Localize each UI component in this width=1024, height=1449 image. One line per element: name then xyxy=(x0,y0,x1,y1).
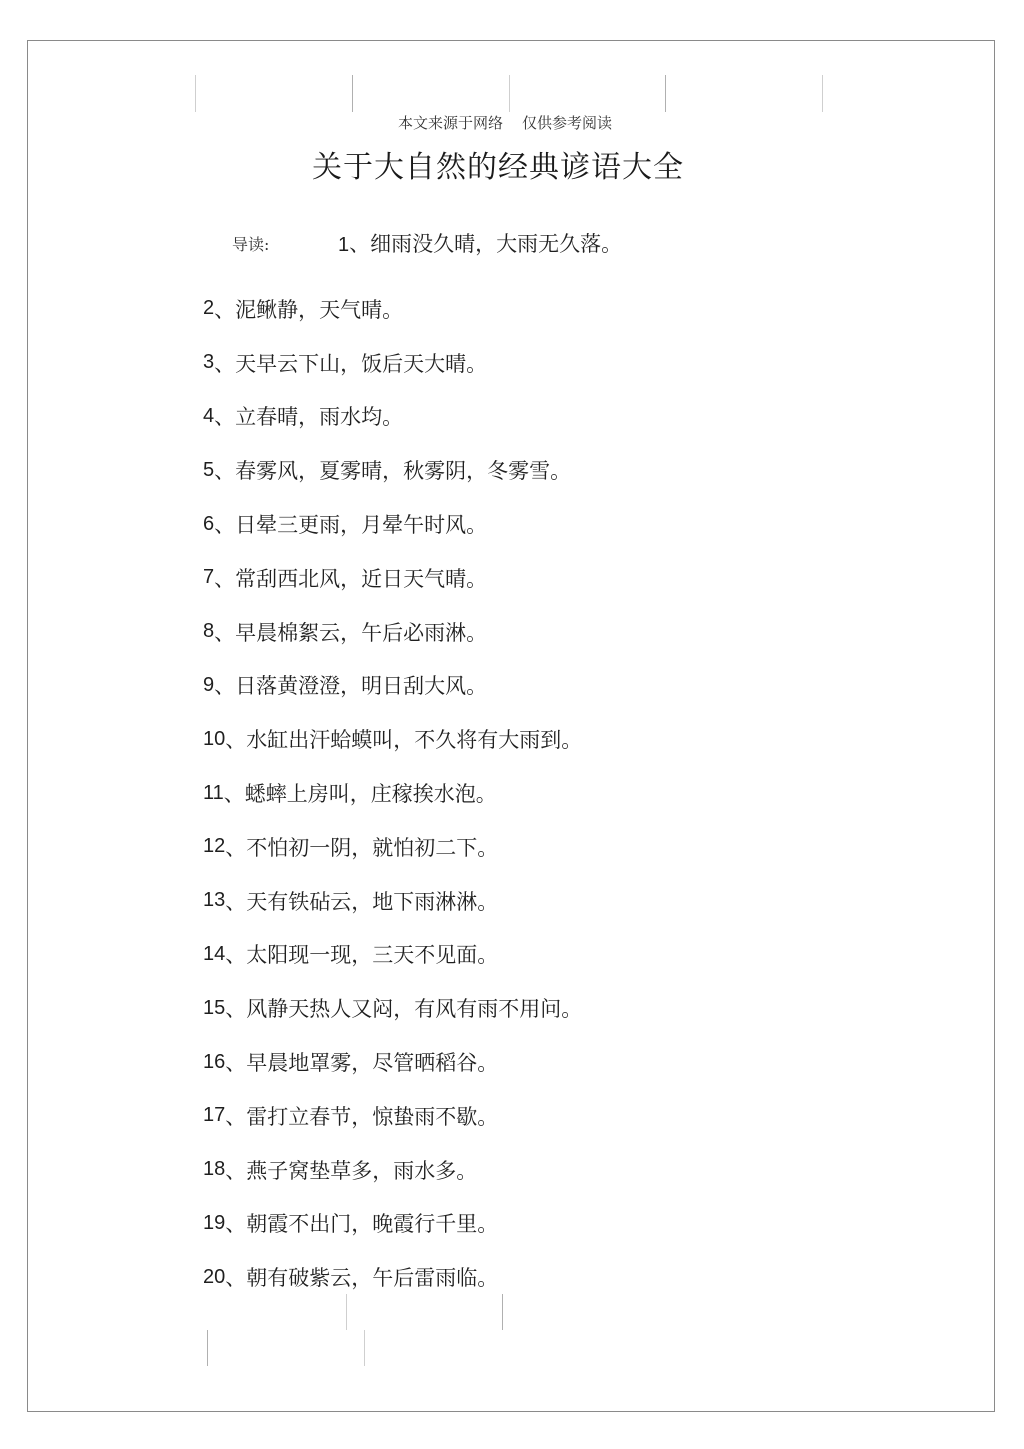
proverb-number: 9 xyxy=(203,673,215,696)
proverb-item xyxy=(203,928,582,982)
proverb-item xyxy=(338,228,622,258)
proverb-item xyxy=(203,712,582,766)
page-title: 关于大自然的经典谚语大全 xyxy=(312,150,684,185)
proverb-item xyxy=(203,766,582,820)
proverb-item xyxy=(203,1035,582,1089)
intro-row xyxy=(232,228,622,258)
proverb-item xyxy=(203,605,582,659)
proverb-item xyxy=(203,1197,582,1251)
proverb-item xyxy=(203,1143,582,1197)
proverb-text: 、风静天热人又闷，有风有雨不用问。 xyxy=(225,997,583,1022)
proverb-text: 、日晕三更雨，月晕午时风。 xyxy=(214,513,488,538)
proverb-number: 2 xyxy=(203,297,215,320)
proverb-text: 、朝霞不出门，晚霞行千里。 xyxy=(225,1212,499,1237)
proverb-number: 13 xyxy=(203,889,226,912)
proverb-item xyxy=(203,1250,582,1304)
proverb-list xyxy=(203,282,582,1304)
proverb-text: 、常刮西北风，近日天气晴。 xyxy=(214,566,488,591)
proverb-number: 17 xyxy=(203,1104,226,1127)
proverb-text: 、蟋蟀上房叫，庄稼挨水泡。 xyxy=(223,782,497,807)
proverb-text: 、不怕初一阴，就怕初二下。 xyxy=(225,835,499,860)
proverb-text: 、细雨没久晴，大雨无久落。 xyxy=(349,232,623,256)
proverb-item xyxy=(203,390,582,444)
proverb-text: 、朝有破紫云，午后雷雨临。 xyxy=(225,1266,499,1291)
guide-line xyxy=(822,75,823,112)
proverb-item xyxy=(203,497,582,551)
proverb-item xyxy=(203,551,582,605)
guide-line xyxy=(352,75,353,112)
proverb-number: 19 xyxy=(203,1211,226,1234)
proverb-text: 、立春晴，雨水均。 xyxy=(214,405,404,430)
proverb-number: 8 xyxy=(203,620,215,643)
proverb-number: 7 xyxy=(203,566,215,589)
proverb-item xyxy=(203,336,582,390)
source-note: 本文来源于网络 仅供参考阅读 xyxy=(397,114,613,132)
proverb-text: 、太阳现一现，三天不见面。 xyxy=(225,943,499,968)
proverb-item xyxy=(203,874,582,928)
proverb-number: 16 xyxy=(203,1050,226,1073)
proverb-number: 12 xyxy=(203,835,226,858)
proverb-text: 、早晨地罩雾，尽管晒稻谷。 xyxy=(225,1051,499,1076)
proverb-text: 、天有铁砧云，地下雨淋淋。 xyxy=(225,889,499,914)
proverb-text: 、水缸出汗蛤蟆叫，不久将有大雨到。 xyxy=(225,728,583,753)
proverb-text: 、早晨棉絮云，午后必雨淋。 xyxy=(214,620,488,645)
proverb-item xyxy=(203,282,582,336)
intro-label: 导读: xyxy=(232,234,270,254)
proverb-item xyxy=(203,443,582,497)
proverb-number: 6 xyxy=(203,512,215,535)
proverb-item xyxy=(203,981,582,1035)
proverb-item xyxy=(203,659,582,713)
proverb-item xyxy=(203,1089,582,1143)
proverb-number: 11 xyxy=(203,781,224,804)
proverb-number: 1 xyxy=(338,234,350,256)
proverb-number: 20 xyxy=(203,1265,226,1288)
proverb-number: 4 xyxy=(203,404,215,427)
proverb-text: 、泥鳅静，天气晴。 xyxy=(214,297,404,322)
proverb-text: 、日落黄澄澄，明日刮大风。 xyxy=(214,674,488,699)
proverb-text: 、燕子窝垫草多，雨水多。 xyxy=(225,1158,478,1183)
proverb-number: 18 xyxy=(203,1158,226,1181)
proverb-number: 3 xyxy=(203,351,215,374)
proverb-number: 10 xyxy=(203,727,226,750)
proverb-text: 、雷打立春节，惊蛰雨不歇。 xyxy=(225,1104,499,1129)
guide-line xyxy=(665,75,666,112)
proverb-number: 15 xyxy=(203,996,226,1019)
guide-line xyxy=(509,75,510,112)
guide-line xyxy=(195,75,196,112)
guide-line xyxy=(364,1330,365,1366)
proverb-item xyxy=(203,820,582,874)
proverb-text: 、天早云下山，饭后天大晴。 xyxy=(214,351,488,376)
proverb-number: 14 xyxy=(203,942,226,965)
guide-line xyxy=(207,1330,208,1366)
proverb-text: 、春雾风，夏雾晴，秋雾阴，冬雾雪。 xyxy=(214,459,572,484)
proverb-number: 5 xyxy=(203,458,215,481)
